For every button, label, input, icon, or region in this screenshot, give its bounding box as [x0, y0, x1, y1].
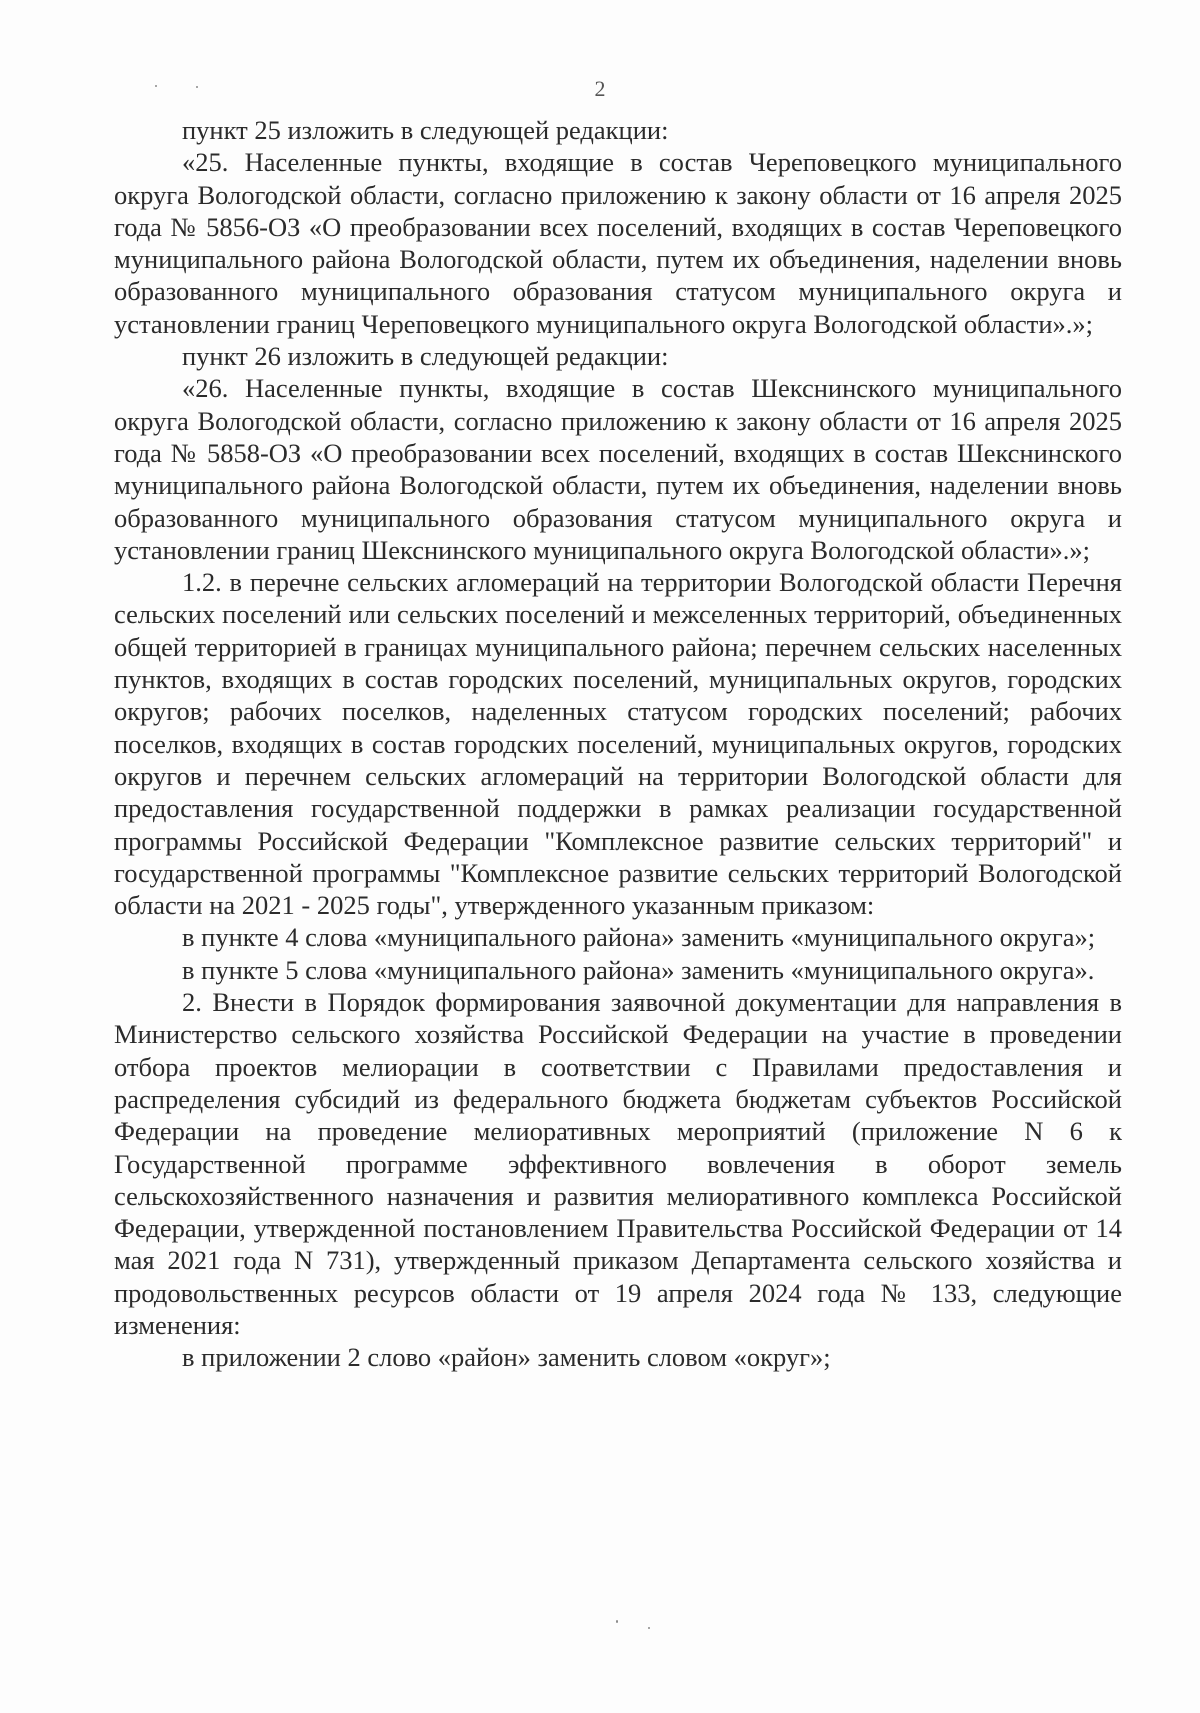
paragraph: в приложении 2 слово «район» заменить словом «округ»; — [182, 1342, 831, 1373]
paragraph: 1.2. в перечне сельских агломераций на территории Вологодской области Перечня сельских поселений или сельских поселений и межселенных территорий, объединенных общей территорией в границах муниципального района; перечнем сельских населенных пунктов, входящих в состав городских поселений, муниципальных округов, городских округов; рабочих поселков, наделенных статусом городских поселений; рабочих поселков, входящих в состав городских поселений, муниципальных округов, городских округов и перечнем сельских агломераций на территории Вологодской области для предоставления государственной поддержки в рамках реализации государственной программы Российской Федерации "Комплексное развитие сельских территорий" и государственной программы "Комплексное развитие сельских территорий Вологодской области на 2021 - 2025 годы", утвержденного указанным приказом: — [114, 567, 1122, 921]
paragraph: пункт 25 изложить в следующей редакции: — [182, 115, 669, 145]
paragraph: «25. Населенные пункты, входящие в состав Череповецкого муниципального округа Вологодской области, согласно приложению к закону области от 16 апреля 2025 года № 5856-ОЗ «О преобразовании всех поселений, входящих в состав Череповецкого муниципального района Вологодской области, путем их объединения, наделении вновь образованного муниципального образования статусом муниципального округа и установлении границ Череповецкого муниципального округа Вологодской области».»; — [114, 147, 1122, 339]
document-body — [114, 114, 1122, 1374]
scan-speck — [648, 1627, 650, 1629]
page-number: 2 — [594, 76, 606, 101]
paragraph: пункт 26 изложить в следующей редакции: — [182, 341, 669, 372]
paragraph: в пункте 4 слова «муниципального района» заменить «муниципального округа»; — [182, 922, 1096, 953]
paragraph: 2. Внести в Порядок формирования заявочной документации для направления в Министерство сельского хозяйства Российской Федерации на участие в проведении отбора проектов мелиорации в соответствии с Правилами предоставления и распределения субсидий из федерального бюджета бюджетам субъектов Российской Федерации на проведение мелиоративных мероприятий (приложение N 6 к Государственной программе эффективного вовлечения в оборот земель сельскохозяйственного назначения и развития мелиоративного комплекса Российской Федерации, утвержденной постановлением Правительства Российской Федерации от 14 мая 2021 года N 731), утвержденный приказом Департамента сельского хозяйства и продовольственных ресурсов области от 19 апреля 2024 года № 133, следующие изменения: — [114, 987, 1122, 1340]
paragraph: в пункте 5 слова «муниципального района» заменить «муниципального округа». — [182, 954, 1095, 985]
scan-speck — [616, 1620, 618, 1623]
paragraph: «26. Населенные пункты, входящие в состав Шекснинского муниципального округа Вологодской области, согласно приложению к закону области от 16 апреля 2025 года № 5858-ОЗ «О преобразовании всех поселений, входящих в состав Шекснинского муниципального района Вологодской области, путем их объединения, наделении вновь образованного муниципального образования статусом муниципального округа и установлении границ Шекснинского муниципального округа Вологодской области».»; — [114, 373, 1122, 565]
